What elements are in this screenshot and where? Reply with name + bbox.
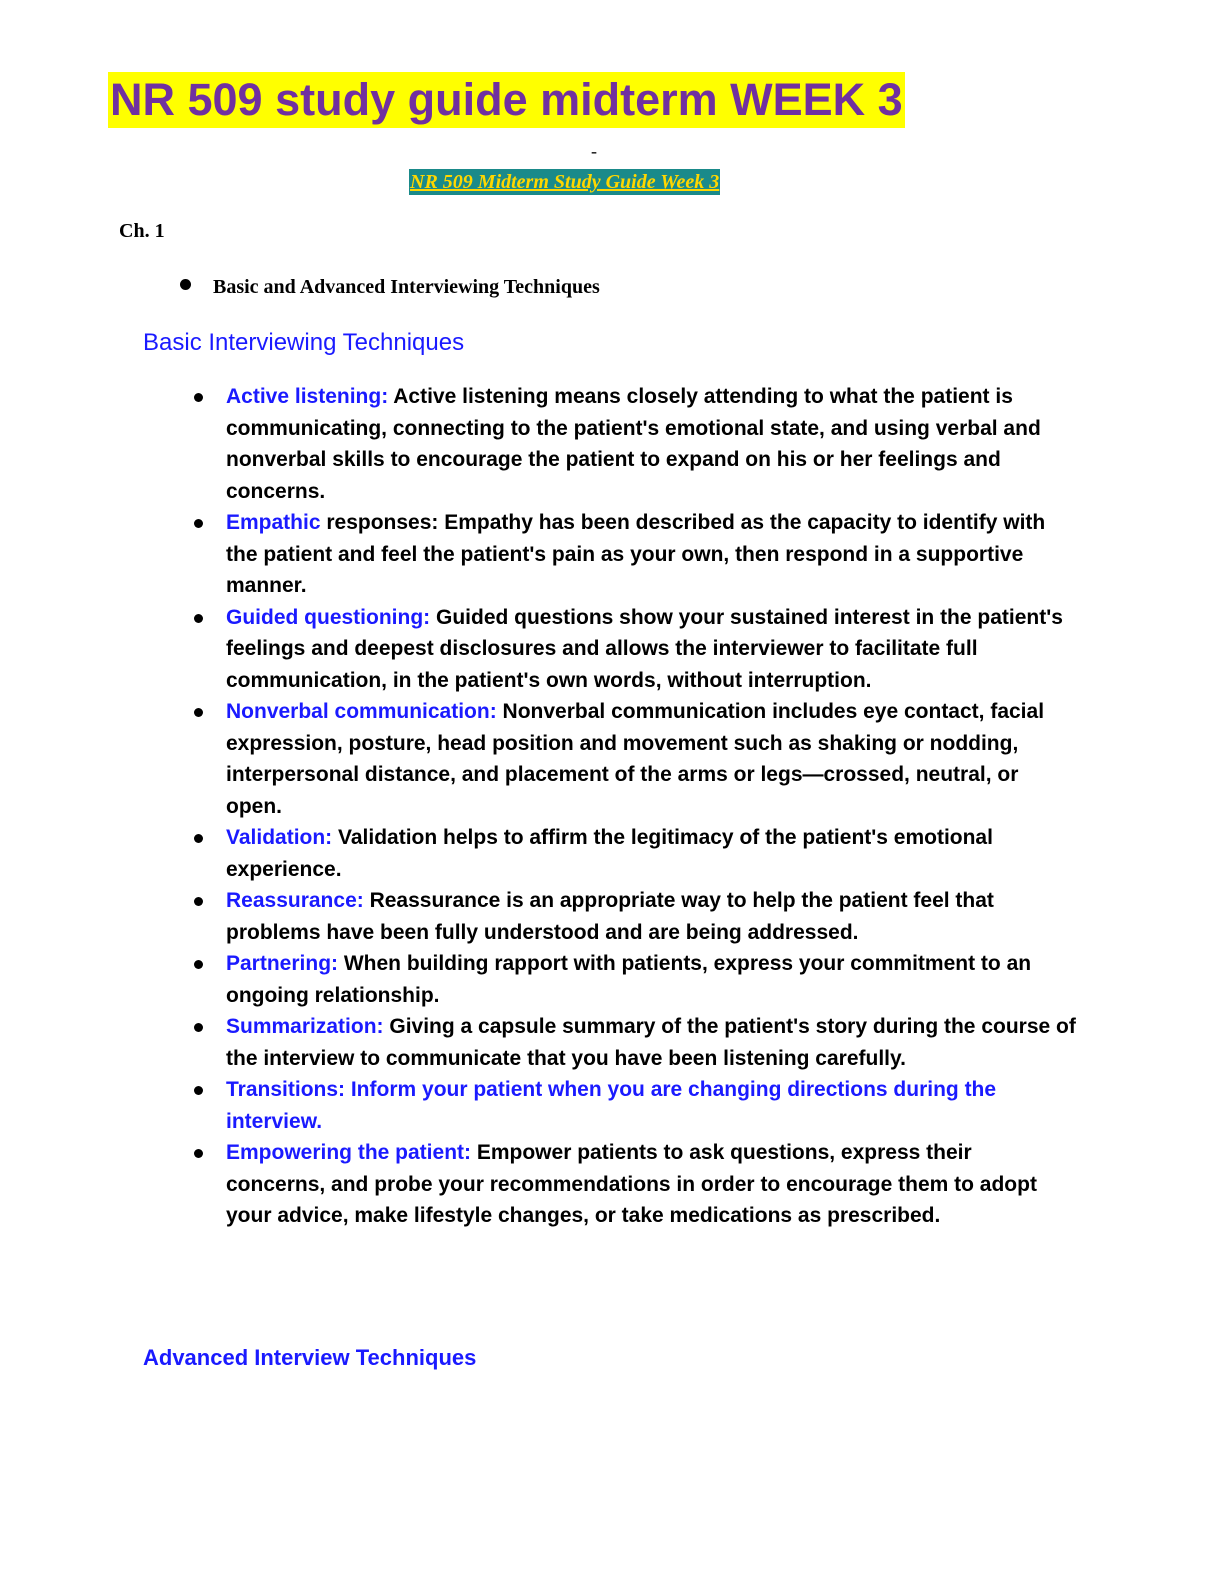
technique-description: Empower patients to ask questions, express their concerns, and probe your recommendations in order to encourage them to adopt your advice, make lifestyle changes, or take medications as prescribed.	[226, 1141, 1037, 1227]
technique-term: Nonverbal communication:	[226, 700, 497, 723]
bullet-icon	[180, 279, 191, 290]
document-subtitle: NR 509 Midterm Study Guide Week 3	[410, 171, 720, 193]
bullet-icon	[194, 897, 203, 906]
list-item	[0, 1137, 1076, 1232]
list-item	[0, 822, 1076, 885]
chapter-label: Ch. 1	[119, 220, 165, 242]
bullet-icon	[194, 1023, 203, 1032]
list-item	[0, 381, 1076, 507]
title-wrapper	[108, 72, 905, 128]
bullet-icon	[194, 834, 203, 843]
technique-term: Partnering:	[226, 952, 339, 975]
technique-description: Nonverbal communication includes eye contact, facial expression, posture, head position and movement such as shaking or nodding, interpersonal distance, and placement of the arms or legs—crossed, neutral, or open.	[226, 700, 1045, 818]
technique-description: Giving a capsule summary of the patient's story during the course of the interview to communicate that you have been listening carefully.	[226, 1015, 1076, 1070]
document-title: NR 509 study guide midterm WEEK 3	[108, 72, 905, 128]
list-item	[0, 948, 1076, 1011]
list-item	[0, 1074, 1076, 1137]
bullet-icon	[194, 1149, 203, 1158]
bullet-icon	[194, 519, 203, 528]
bullet-icon	[194, 614, 203, 623]
technique-term: Active listening:	[226, 385, 389, 408]
section-heading-basic: Basic Interviewing Techniques	[143, 329, 465, 356]
technique-description: When building rapport with patients, express your commitment to an ongoing relationship.	[226, 952, 1032, 1007]
subtitle-wrapper	[409, 169, 720, 195]
list-item	[0, 602, 1076, 697]
bullet-icon	[194, 960, 203, 969]
bullet-icon	[194, 708, 203, 717]
techniques-list	[0, 381, 1224, 1232]
technique-description: Guided questions show your sustained interest in the patient's feelings and deepest disclosures and allows the interviewer to facilitate full communication, in the patient's own words, without interruption.	[226, 605, 1063, 692]
bullet-icon	[194, 1086, 203, 1095]
technique-term: Empathic	[226, 511, 321, 534]
list-item	[0, 1011, 1076, 1074]
technique-description: Reassurance is an appropriate way to help the patient feel that problems have been fully understood and are being addressed.	[226, 889, 994, 944]
technique-term: Guided questioning:	[226, 605, 431, 629]
technique-term: Transitions: Inform your patient when you are changing directions during the interview.	[226, 1078, 997, 1133]
technique-term: Summarization:	[226, 1015, 384, 1038]
dash-text: -	[591, 141, 597, 161]
list-item	[0, 507, 1076, 602]
technique-description: Validation helps to affirm the legitimacy of the patient's emotional experience.	[226, 826, 993, 881]
technique-description: responses: Empathy has been described as the capacity to identify with the patient and feel the patient's pain as your own, then respond in a supportive manner.	[226, 511, 1046, 597]
topic-text: Basic and Advanced Interviewing Techniques	[213, 276, 600, 298]
list-item	[0, 696, 1076, 822]
list-item	[0, 885, 1076, 948]
technique-term: Validation:	[226, 826, 333, 849]
technique-term: Reassurance:	[226, 889, 364, 912]
technique-term: Empowering the patient:	[226, 1141, 472, 1164]
section-heading-advanced: Advanced Interview Techniques	[143, 1345, 477, 1370]
topic-item	[180, 274, 600, 300]
separator-dash	[0, 140, 1224, 162]
technique-description: Active listening means closely attending to what the patient is communicating, connecting to the patient's emotional state, and using verbal and nonverbal skills to encourage the patient to expand on his or her feelings and concerns.	[226, 385, 1041, 503]
bullet-icon	[194, 393, 203, 402]
